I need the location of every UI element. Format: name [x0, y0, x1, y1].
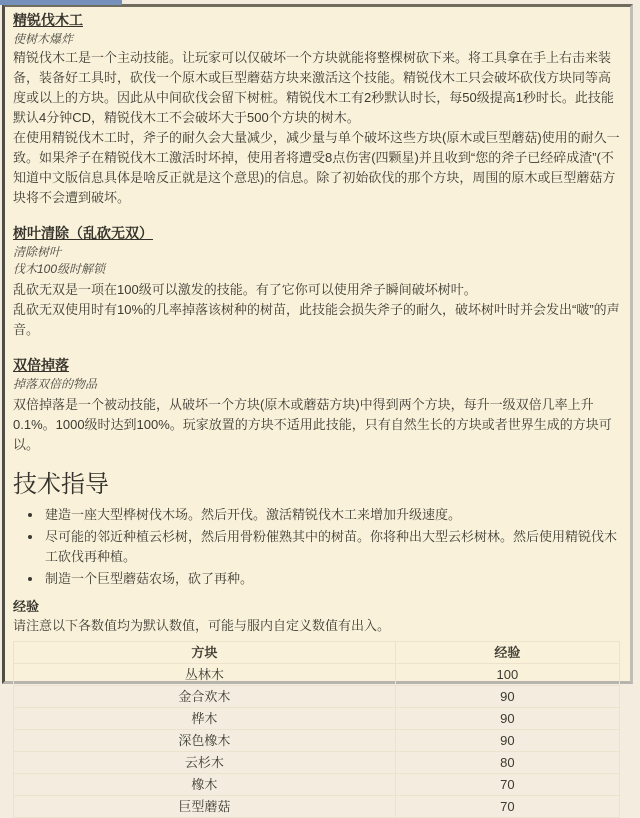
skill-unlock-note: 伐木100级时解锁: [13, 261, 620, 277]
experience-heading: 经验: [13, 599, 620, 615]
xp-value-cell: 70: [395, 796, 619, 818]
table-header-row: [14, 642, 620, 664]
guide-bullet: • 制造一个巨型蘑菇农场，砍了再种。: [43, 569, 620, 589]
block-name-cell: 巨型蘑菇: [14, 796, 396, 818]
guide-bullet: • 尽可能的邻近种植云杉树，然后用骨粉催熟其中的树苗。你将种出大型云杉树林。然后使用精锐伐木工砍伐再种植。: [43, 527, 620, 567]
xp-value-cell: 100: [395, 664, 619, 686]
skill-subtitle: 清除树叶: [13, 244, 620, 260]
block-name-cell: 云杉木: [14, 752, 396, 774]
paragraph: 乱砍无双使用时有10%的几率掉落该树种的树苗，此技能会损失斧子的耐久，破坏树叶时并会发出“啵”的声音。: [13, 300, 620, 340]
skill-subtitle: 掉落双倍的物品: [13, 376, 620, 392]
section-double-drop: [13, 356, 620, 455]
table-row: [14, 686, 620, 708]
guide-bullet-list: [35, 505, 620, 589]
block-name-cell: 橡木: [14, 774, 396, 796]
xp-value-cell: 90: [395, 708, 619, 730]
block-name-cell: 金合欢木: [14, 686, 396, 708]
section-elite-lumberjack: [13, 11, 620, 208]
section-title-double-drop: 双倍掉落: [13, 356, 620, 374]
section-guide: [13, 471, 620, 589]
section-title-leaf-clear: 树叶清除（乱砍无双）: [13, 224, 620, 242]
column-header-xp: 经验: [395, 642, 619, 664]
table-row: [14, 752, 620, 774]
paragraph: 乱砍无双是一项在100级可以激发的技能。有了它你可以使用斧子瞬间破坏树叶。: [13, 280, 620, 300]
block-name-cell: 桦木: [14, 708, 396, 730]
table-row: [14, 796, 620, 818]
skill-subtitle: 使树木爆炸: [13, 31, 620, 47]
column-header-block: 方块: [14, 642, 396, 664]
table-row: [14, 664, 620, 686]
guide-heading: 技术指导: [13, 471, 620, 499]
experience-note: 请注意以下各数值均为默认数值，可能与服内自定义数值有出入。: [13, 616, 620, 636]
experience-table: [13, 641, 620, 818]
table-row: [14, 730, 620, 752]
block-name-cell: 丛林木: [14, 664, 396, 686]
xp-value-cell: 90: [395, 730, 619, 752]
top-blue-bar: [0, 0, 122, 5]
table-row: [14, 774, 620, 796]
block-name-cell: 深色橡木: [14, 730, 396, 752]
xp-value-cell: 70: [395, 774, 619, 796]
section-leaf-clear: [13, 224, 620, 340]
paragraph: 双倍掉落是一个被动技能，从破坏一个方块(原木或蘑菇方块)中得到两个方块，每升一级双倍几率上升0.1%。1000级时达到100%。玩家放置的方块不适用此技能，只有自然生长的方块或者世界生成的方块可以。: [13, 395, 620, 455]
table-row: [14, 708, 620, 730]
paragraph: 在使用精锐伐木工时，斧子的耐久会大量减少，减少量与单个破坏这些方块(原木或巨型蘑菇)使用的耐久一致。如果斧子在精锐伐木工激活时坏掉，使用者将遭受8点伤害(四颗星)并且收到“您的斧子已经碎成渣”(不知道中文版信息具体是啥反正就是这个意思)的信息。除了初始砍伐的那个方块，周围的原木或巨型蘑菇方块将不会遭到破坏。: [13, 128, 620, 208]
xp-value-cell: 80: [395, 752, 619, 774]
xp-value-cell: 90: [395, 686, 619, 708]
wiki-article-panel: [2, 4, 633, 684]
paragraph: 精锐伐木工是一个主动技能。让玩家可以仅破坏一个方块就能将整棵树砍下来。将工具拿在手上右击来装备，装备好工具时，砍伐一个原木或巨型蘑菇方块来激活这个技能。精锐伐木工只会破坏砍伐方块同等高度或以上的方块。因此从中间砍伐会留下树桩。精锐伐木工有2秒默认时长，每50级提高1秒时长。此技能默认4分钟CD，精锐伐木工不会破坏大于500个方块的树木。: [13, 48, 620, 128]
section-title-elite-lumberjack: 精锐伐木工: [13, 11, 620, 29]
guide-bullet: • 建造一座大型桦树伐木场。然后开伐。激活精锐伐木工来增加升级速度。: [43, 505, 620, 525]
section-experience: [13, 599, 620, 818]
